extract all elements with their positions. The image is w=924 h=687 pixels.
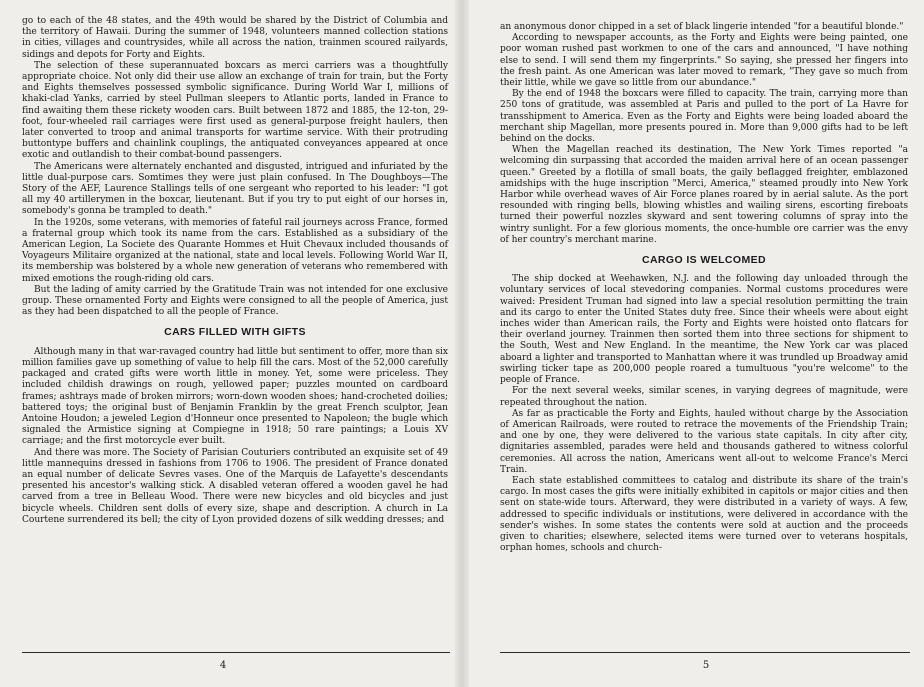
paragraph: And there was more. The Society of Parisian Couturiers contributed an exquisite set of 49 little mannequins dressed in fashions from 1706 to 1906. The president of France donated an equal number of delicate Sevres vases. One of the Marquis de Lafayette's descendants presented his ancestor's walking stick. A disabled veteran offered a wooden gavel he had carved from a tree in Belleau Wood. There were new bicycles and old bicycles and just bicycle wheels. Children sent dolls of every size, shape and description. A church in La Courtene surrendered its bell; the city of Lyon provided dozens of silk wedding dresses; and: [22, 447, 448, 525]
paragraph: The Americans were alternately enchanted and disgusted, intrigued and infuriated by the little dual-purpose cars. Somtimes they were just plain confused. In The Doughboys—The Story of the AEF, Laurence Stallings tells of one sergeant who reported to his leader: "I got all my 40 artillerymen in the boxcar, lieutenant. But if you try to put eight of our horses in, somebody's gonna be trampled to death.": [22, 161, 448, 217]
page-number: 4: [219, 660, 227, 671]
section-heading: CARGO IS WELCOMED: [641, 254, 767, 267]
footer-rule: [22, 652, 450, 653]
page-number: 5: [702, 660, 710, 671]
footer-rule: [500, 652, 910, 653]
paragraph: When the Magellan reached its destination, The New York Times reported "a welcoming din surpassing that accorded the maiden arrival here of an ocean passenger queen." Greeted by a flotilla of small boats, the gaily beflagged freighter, emblazoned amidships with the huge inscription "Merci, America," steamed proudly into New York Harbor while overhead waves of Air Force planes roared by in aerial salute. As the port resounded with ringing bells, blowing whistles and wailing sirens, escorting fireboats turned their powerful nozzles skyward and sent towering columns of spray into the wintry sunlight. For a few glorious moments, the once-humble ore carrier was the envy of her country's merchant marine.: [500, 145, 908, 245]
left-page-body: [22, 16, 448, 526]
paragraph: According to newspaper accounts, as the Forty and Eights were being painted, one poor woman rushed past workmen to one of the cars and announced, "I have nothing else to send. I will send them my fingerprints." So saying, she pressed her fingers into the fresh paint. As one American was later moved to remark, "They gave so much from their little, while we gave so little from our abundance.": [500, 33, 908, 89]
section-heading: CARS FILLED WITH GIFTS: [164, 326, 306, 339]
paragraph: an anonymous donor chipped in a set of black lingerie intended "for a beautiful blonde.": [500, 22, 904, 32]
paragraph: Each state established committees to catalog and distribute its share of the train's cargo. In most cases the gifts were initially exhibited in capitols or major cities and then sent on state-wide tours. Afterward, they were distributed in a variety of ways. A few, addressed to specific individuals or institutions, were delivered in accordance with the sender's wishes. In some states the contents were sold at auction and the proceeds given to charities; elsewhere, selected items were turned over to veterans hospitals, orphan homes, schools and church-: [500, 475, 908, 554]
paragraph: In the 1920s, some veterans, with memories of fateful rail journeys across France, formed a fraternal group which took its name from the cars. Established as a subsidiary of the American Legion, La Societe des Quarante Hommes et Huit Chevaux included thousands of Voyageurs Militaire organized at the national, state and local levels. Following World War II, its membership was bolstered by a whole new generation of veterans who remembered with mixed emotions the rough-riding old cars.: [22, 217, 448, 284]
paragraph: But the lading of amity carried by the Gratitude Train was not intended for one exclusive group. These ornamented Forty and Eights were consigned to all the people of America, just as they had been dispatched to all the people of France.: [22, 284, 448, 318]
paragraph: go to each of the 48 states, and the 49th would be shared by the District of Columbia and the territory of Hawaii. During the summer of 1948, volunteers manned collection stations in cities, villages and countrysides, while all across the nation, trainmen scoured railyards, sidings and depots for Forty and Eights.: [22, 16, 448, 60]
paragraph: For the next several weeks, similar scenes, in varying degrees of magnitude, were repeated throughout the nation.: [500, 386, 908, 408]
paragraph: As far as practicable the Forty and Eights, hauled without charge by the Association of American Railroads, were routed to retrace the movements of the Friendship Train; and one by one, they were delivered to the various state capitals. In city after city, dignitaries assembled, parades were held and thousands gathered to witness colorful ceremonies. All across the nation, Americans went all-out to welcome France's Merci Train.: [500, 408, 908, 475]
paragraph: The selection of these superannuated boxcars as merci carriers was a thoughtfully appropriate choice. Not only did their use allow an exchange of train for train, but the Forty and Eights themselves possessed symbolic significance. During World War I, millions of khaki-clad Yanks, carried by steel Pullman sleepers to Atlantic ports, landed in France to find awaiting them these rickety wooden cars. Built between 1872 and 1885, the 12-ton, 29-foot, four-wheeled rail carriages were first used as general-purpose freight haulers, then later converted to troop and animal transports for wartime service. With their protruding buttontype buffers and chainlink couplings, the antiquated conveyances appeared at once exotic and outlandish to their combat-bound passengers.: [22, 60, 448, 161]
right-page: [462, 0, 924, 687]
paragraph: The ship docked at Weehawken, N.J. and the following day unloaded through the voluntary services of local stevedoring companies. Normal customs procedures were waived: President Truman had signed into law a special resolution permitting the train and its cargo to enter the United States duty free. Since their wheels were about eight inches wider than American rails, the Forty and Eights were hoisted onto flatcars for their overland journey. Trainmen then sorted them into three sections for shipment to the South, West and New England. In the meantime, the New York car was placed aboard a lighter and transported to Manhattan where it was trundled up Broadway amid swirling ticker tape as 200,000 people roared a tumultuous "you're welcome" to the people of France.: [500, 274, 908, 386]
paragraph: Although many in that war-ravaged country had little but sentiment to offer, more than six million families gave up something of value to help fill the cars. Most of the 52,000 carefully packaged and crated gifts were worth little in money. Yet, some were priceless. They included childish drawings on rough, yellowed paper; puzzles mounted on cardboard frames; ashtrays made of broken mirrors; worn-down wooden shoes; hand-crocheted doilies; battered toys; the original bust of Benjamin Franklin by the great French sculptor, Jean Antoine Houdon; a jeweled Legion d'Honneur once presented to Napoleon; the bugle which signaled the Armistice signing at Compiegne in 1918; 50 rare paintings; a Louis XV carriage; and the first motorcycle ever built.: [22, 346, 448, 447]
right-page-body: [500, 22, 908, 554]
paragraph: By the end of 1948 the boxcars were filled to capacity. The train, carrying more than 250 tons of gratitude, was assembled at Paris and pulled to the port of La Havre for transshipment to America. Even as the Forty and Eights were being loaded aboard the merchant ship Magellan, more presents poured in. More than 9,000 gifts had to be left behind on the docks.: [500, 89, 908, 145]
